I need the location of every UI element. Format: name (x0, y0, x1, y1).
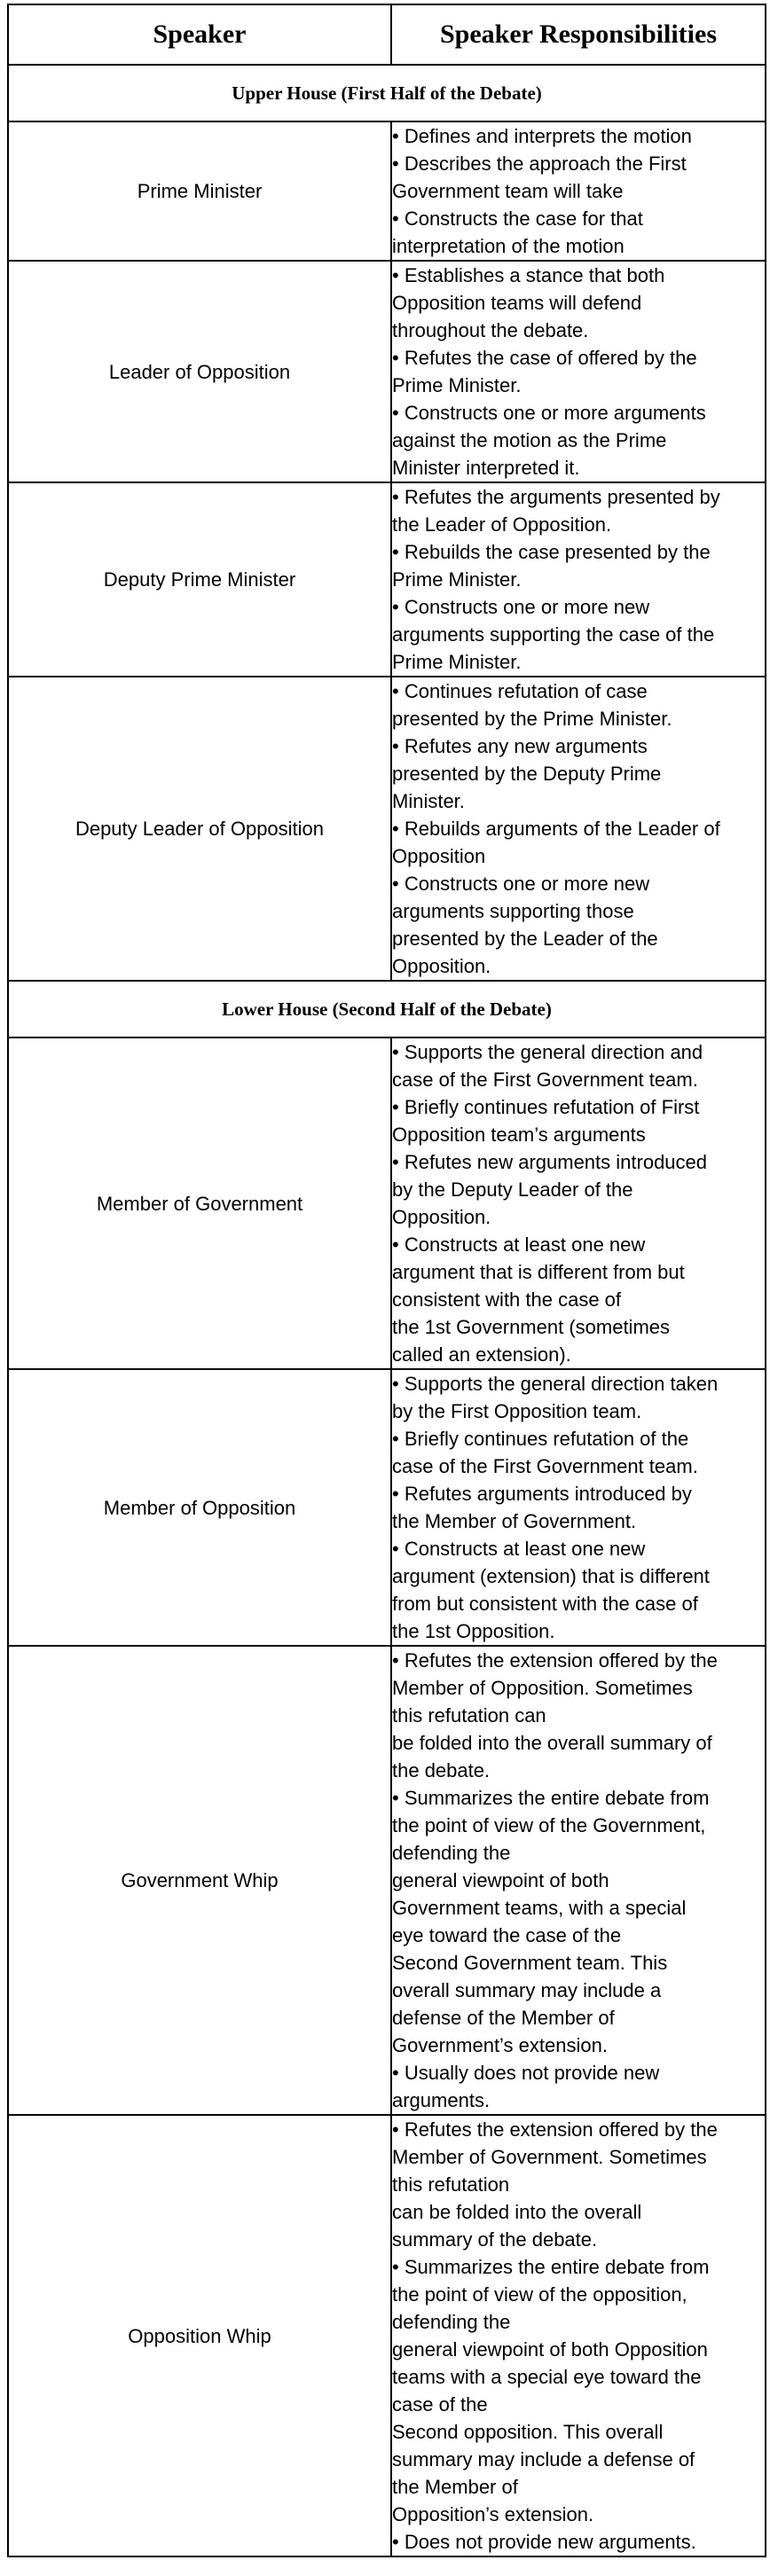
table-row (8, 261, 766, 482)
responsibility-line: Member of Opposition. Sometimes (392, 1677, 693, 1699)
responsibility-line: • Constructs at least one new (392, 1538, 646, 1560)
responsibility-line: Prime Minister. (392, 651, 522, 673)
header-responsibilities: Speaker Responsibilities (391, 4, 766, 65)
responsibility-line: • Constructs one or more new (392, 873, 650, 895)
responsibility-line: case of the (392, 2393, 488, 2415)
section-title: Lower House (Second Half of the Debate) (8, 981, 766, 1037)
speaker-name: Government Whip (8, 1646, 391, 2115)
responsibility-line: eye toward the case of the (392, 1924, 622, 1946)
table-row (8, 482, 766, 677)
responsibility-line: • Rebuilds arguments of the Leader of (392, 818, 720, 840)
responsibility-line: argument (extension) that is different (392, 1565, 710, 1587)
responsibility-line: • Refutes the arguments presented by (392, 486, 720, 508)
responsibility-line: Minister interpreted it. (392, 457, 580, 479)
responsibility-line: argument that is different from but (392, 1261, 685, 1283)
responsibility-line: • Briefly continues refutation of the (392, 1428, 689, 1450)
responsibility-line: presented by the Deputy Prime (392, 763, 662, 785)
speaker-name: Member of Government (8, 1037, 391, 1369)
speaker-responsibilities (391, 677, 766, 981)
responsibility-line: Opposition. (392, 1206, 491, 1228)
responsibility-line: • Constructs the case for that (392, 207, 643, 230)
responsibility-line: Prime Minister. (392, 374, 522, 396)
responsibility-line: the Member of (392, 2476, 518, 2498)
responsibility-line: the Leader of Opposition. (392, 513, 612, 536)
responsibility-line: teams with a special eye toward the (392, 2366, 702, 2388)
responsibility-line: be folded into the overall summary of (392, 1732, 712, 1754)
responsibility-line: general viewpoint of both Opposition (392, 2338, 708, 2361)
responsibility-line: Opposition. (392, 955, 491, 977)
responsibility-line: case of the First Government team. (392, 1455, 698, 1477)
responsibility-line: can be folded into the overall (392, 2201, 642, 2223)
speaker-responsibilities (391, 2115, 766, 2556)
header-speaker: Speaker (8, 4, 391, 65)
responsibility-line: Opposition teams will defend (392, 292, 642, 314)
responsibility-line: the 1st Opposition. (392, 1620, 555, 1642)
responsibility-line: Government teams, with a special (392, 1897, 687, 1919)
responsibility-line: • Summarizes the entire debate from (392, 1787, 710, 1809)
responsibility-line: Second Government team. This (392, 1952, 668, 1974)
responsibility-line: this refutation (392, 2173, 510, 2196)
responsibility-line: Member of Government. Sometimes (392, 2146, 707, 2168)
responsibility-line: Minister. (392, 790, 465, 812)
responsibility-line: Opposition’s extension. (392, 2503, 594, 2525)
responsibility-line: • Rebuilds the case presented by the (392, 541, 711, 563)
responsibility-line: against the motion as the Prime (392, 429, 667, 451)
responsibility-line: • Constructs one or more new (392, 596, 650, 618)
speaker-responsibilities (391, 1369, 766, 1646)
responsibility-line: defending the (392, 2311, 511, 2333)
responsibility-line: • Refutes any new arguments (392, 735, 648, 757)
responsibility-line: arguments supporting those (392, 900, 634, 922)
responsibility-line: by the First Opposition team. (392, 1400, 642, 1422)
responsibility-line: • Supports the general direction and (392, 1041, 703, 1063)
responsibility-line: the Member of Government. (392, 1510, 637, 1532)
responsibility-line: • Usually does not provide new (392, 2062, 660, 2084)
responsibility-line: • Summarizes the entire debate from (392, 2256, 710, 2278)
responsibility-line: summary may include a defense of (392, 2448, 695, 2470)
speaker-name: Deputy Leader of Opposition (8, 677, 391, 981)
table-row (8, 677, 766, 981)
responsibility-line: arguments supporting the case of the (392, 623, 715, 646)
responsibility-line: • Constructs at least one new (392, 1233, 646, 1256)
section-row (8, 981, 766, 1037)
responsibility-line: interpretation of the motion (392, 235, 625, 257)
responsibility-line: • Establishes a stance that both (392, 264, 665, 286)
responsibility-line: • Describes the approach the First (392, 153, 687, 175)
responsibility-line: called an extension). (392, 1343, 571, 1366)
header-row (8, 4, 766, 65)
responsibility-line: • Refutes arguments introduced by (392, 1483, 692, 1505)
section-row (8, 65, 766, 121)
responsibility-line: • Does not provide new arguments. (392, 2531, 696, 2553)
speaker-name: Member of Opposition (8, 1369, 391, 1646)
responsibility-line: overall summary may include a (392, 1979, 662, 2001)
responsibility-line: Opposition team’s arguments (392, 1124, 646, 1146)
speaker-responsibilities (391, 482, 766, 677)
responsibility-line: general viewpoint of both (392, 1869, 609, 1891)
responsibility-line: presented by the Leader of the (392, 928, 658, 950)
table-body (8, 65, 766, 2556)
responsibility-line: summary of the debate. (392, 2228, 598, 2251)
responsibility-line: the debate. (392, 1759, 491, 1781)
table-row (8, 1646, 766, 2115)
responsibility-line: Prime Minister. (392, 568, 522, 591)
speaker-name: Leader of Opposition (8, 261, 391, 482)
responsibility-line: Opposition (392, 845, 486, 867)
responsibility-line: defense of the Member of (392, 2007, 615, 2029)
responsibility-line: • Refutes new arguments introduced (392, 1151, 708, 1173)
responsibility-line: • Briefly continues refutation of First (392, 1096, 700, 1118)
speaker-responsibilities (391, 1037, 766, 1369)
responsibility-line: from but consistent with the case of (392, 1593, 698, 1615)
responsibility-line: defending the (392, 1842, 511, 1864)
responsibility-line: Government’s extension. (392, 2034, 608, 2056)
responsibility-line: the point of view of the opposition, (392, 2283, 688, 2306)
section-title: Upper House (First Half of the Debate) (8, 65, 766, 121)
responsibility-line: • Defines and interprets the motion (392, 125, 692, 147)
responsibility-line: • Continues refutation of case (392, 680, 648, 702)
responsibility-line: case of the First Government team. (392, 1069, 698, 1091)
responsibility-line: throughout the debate. (392, 319, 589, 341)
responsibility-line: the 1st Government (sometimes (392, 1316, 671, 1338)
speaker-name: Deputy Prime Minister (8, 482, 391, 677)
speaker-responsibilities (391, 121, 766, 261)
responsibility-line: the point of view of the Government, (392, 1814, 706, 1836)
responsibility-line: by the Deputy Leader of the (392, 1178, 633, 1201)
responsibility-line: • Refutes the extension offered by the (392, 1649, 718, 1672)
responsibility-line: consistent with the case of (392, 1288, 622, 1311)
responsibility-line: • Refutes the extension offered by the (392, 2118, 718, 2141)
table-row (8, 2115, 766, 2556)
speaker-name: Opposition Whip (8, 2115, 391, 2556)
responsibility-line: this refutation can (392, 1704, 546, 1726)
speaker-responsibilities (391, 261, 766, 482)
table-row (8, 121, 766, 261)
responsibility-line: Government team will take (392, 180, 624, 202)
responsibility-line: arguments. (392, 2089, 491, 2111)
speaker-name: Prime Minister (8, 121, 391, 261)
table-row (8, 1369, 766, 1646)
speaker-responsibilities (391, 1646, 766, 2115)
responsibility-line: • Supports the general direction taken (392, 1373, 719, 1395)
responsibility-line: Second opposition. This overall (392, 2421, 664, 2443)
speaker-responsibilities-table (7, 4, 766, 2557)
table-row (8, 1037, 766, 1369)
responsibility-line: • Refutes the case of offered by the (392, 347, 697, 369)
responsibility-line: presented by the Prime Minister. (392, 708, 672, 730)
responsibility-line: • Constructs one or more arguments (392, 402, 706, 424)
